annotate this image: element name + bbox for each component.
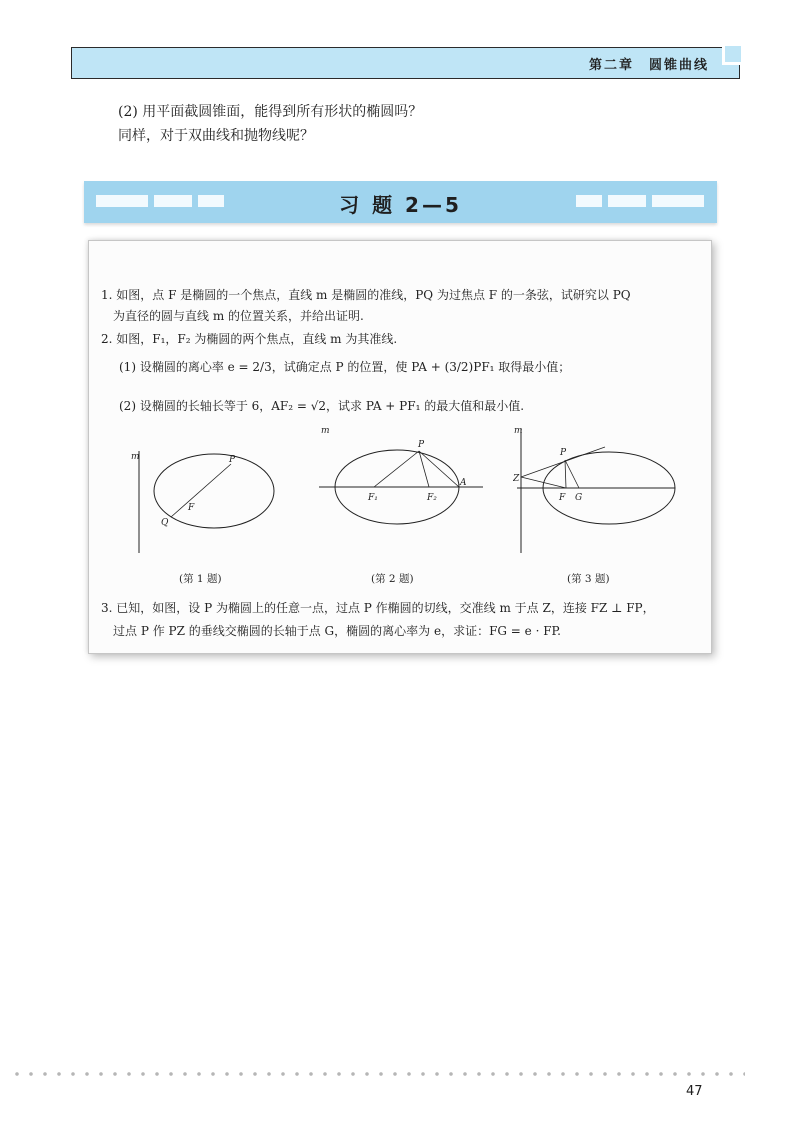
question-2-line-1: 2. 如图，F₁，F₂ 为椭圆的两个焦点，直线 m 为其准线. <box>101 332 398 346</box>
segment-pf2 <box>419 451 429 487</box>
label-m: m <box>321 426 330 436</box>
label-f: F <box>188 503 195 513</box>
exercise-box <box>88 240 712 654</box>
label-f2: F₂ <box>427 493 437 503</box>
header-corner-decoration <box>722 46 741 65</box>
label-a: A <box>460 478 467 488</box>
label-f: F <box>559 493 566 503</box>
intro-question <box>118 100 422 148</box>
label-p: P <box>560 448 567 458</box>
banner-decoration <box>608 195 646 207</box>
question-2-part-1: (1) 设椭圆的离心率 e = 2/3，试确定点 P 的位置，使 PA + (3/2)PF₁ 取得最小值； <box>119 360 571 374</box>
ellipse <box>154 454 274 528</box>
exercise-banner <box>84 181 717 223</box>
intro-line-2: 同样，对于双曲线和抛物线呢？ <box>118 128 314 144</box>
segment-pf <box>565 460 566 488</box>
chord-pq <box>171 464 231 517</box>
figure-1-caption: (第 1 题) <box>179 573 222 585</box>
question-2-part-2: (2) 设椭圆的长轴长等于 6，AF₂ = √2，试求 PA + PF₁ 的最大值和最小值. <box>119 399 525 413</box>
footer-dotted-rule <box>10 1072 745 1076</box>
figure-3-diagram <box>513 419 693 569</box>
question-1-line-1: 1. 如图，点 F 是椭圆的一个焦点，直线 m 是椭圆的准线，PQ 为过焦点 F 的一条弦，试研究以 PQ <box>101 288 631 302</box>
figure-2-caption: (第 2 题) <box>371 573 414 585</box>
label-p: P <box>229 455 236 465</box>
banner-decoration <box>576 195 602 207</box>
chapter-title: 第二章 圆锥曲线 <box>588 58 709 73</box>
label-q: Q <box>161 518 169 528</box>
label-z: Z <box>513 474 520 484</box>
page-number: 47 <box>686 1084 703 1099</box>
segment-pf1 <box>374 451 419 487</box>
chapter-header <box>71 47 740 79</box>
figure-3-caption: (第 3 题) <box>567 573 610 585</box>
question-3-line-2: 过点 P 作 PZ 的垂线交椭圆的长轴于点 G，椭圆的离心率为 e，求证：FG = e · FP. <box>113 624 561 638</box>
figure-1-diagram <box>119 431 299 581</box>
label-m: m <box>514 426 523 436</box>
label-g: G <box>575 493 583 503</box>
segment-pg <box>565 460 579 488</box>
banner-decoration <box>652 195 704 207</box>
label-m: m <box>131 452 140 462</box>
segment-pa <box>419 451 459 487</box>
label-p: P <box>418 440 425 450</box>
intro-line-1: (2) 用平面截圆锥面，能得到所有形状的椭圆吗？ <box>118 104 423 120</box>
question-3-line-1: 3. 已知，如图，设 P 为椭圆上的任意一点，过点 P 作椭圆的切线，交准线 m 于点 Z，连接 FZ ⊥ FP， <box>101 601 655 615</box>
figure-2-diagram <box>317 425 487 575</box>
exercise-title: 习 题 2—5 <box>339 193 462 217</box>
label-f1: F₁ <box>368 493 378 503</box>
question-1-line-2: 为直径的圆与直线 m 的位置关系，并给出证明. <box>113 309 364 323</box>
